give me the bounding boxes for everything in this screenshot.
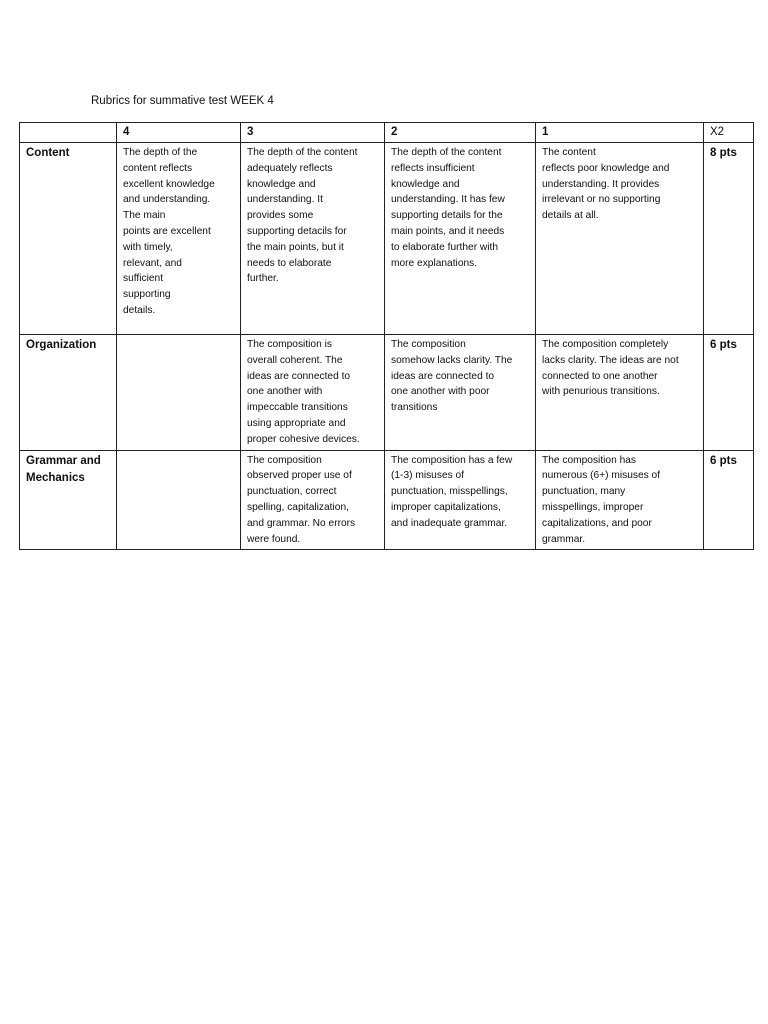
criterion-content: Content <box>20 143 117 335</box>
header-level-4: 4 <box>117 123 241 143</box>
grammar-level-2: The composition has a few (1-3) misuses of punctuation, misspellings, improper capitalizations, and inadequate grammar. <box>385 450 536 550</box>
content-level-1: The content reflects poor knowledge and understanding. It provides irrelevant or no supporting details at all. <box>536 143 704 335</box>
criterion-grammar-mechanics: Grammar and Mechanics <box>20 450 117 550</box>
table-row-content <box>20 143 754 335</box>
organization-level-3: The composition is overall coherent. The ideas are connected to one another with impeccable transitions using appropriate and proper cohesive devices. <box>241 335 385 451</box>
header-multiplier: X2 <box>704 123 754 143</box>
header-level-1: 1 <box>536 123 704 143</box>
header-level-3: 3 <box>241 123 385 143</box>
grammar-level-3: The composition observed proper use of punctuation, correct spelling, capitalization, and grammar. No errors were found. <box>241 450 385 550</box>
rubric-table <box>19 122 754 550</box>
organization-level-4 <box>117 335 241 451</box>
table-header-row <box>20 123 754 143</box>
organization-level-1: The composition completely lacks clarity. The ideas are not connected to one another with penurious transitions. <box>536 335 704 451</box>
grammar-level-1: The composition has numerous (6+) misuses of punctuation, many misspellings, improper capitalizations, and poor grammar. <box>536 450 704 550</box>
organization-points: 6 pts <box>704 335 754 451</box>
header-criterion-cell <box>20 123 117 143</box>
grammar-points: 6 pts <box>704 450 754 550</box>
organization-level-2: The composition somehow lacks clarity. The ideas are connected to one another with poor transitions <box>385 335 536 451</box>
content-level-4: The depth of the content reflects excellent knowledge and understanding. The main points are excellent with timely, relevant, and sufficient supporting details. <box>117 143 241 335</box>
criterion-organization: Organization <box>20 335 117 451</box>
header-level-2: 2 <box>385 123 536 143</box>
content-level-2: The depth of the content reflects insufficient knowledge and understanding. It has few supporting details for the main points, and it needs to elaborate further with more explanations. <box>385 143 536 335</box>
content-points: 8 pts <box>704 143 754 335</box>
content-level-3: The depth of the content adequately reflects knowledge and understanding. It provides some supporting detacils for the main points, but it needs to elaborate further. <box>241 143 385 335</box>
grammar-level-4 <box>117 450 241 550</box>
table-row-organization <box>20 335 754 451</box>
document-title: Rubrics for summative test WEEK 4 <box>91 95 274 107</box>
table-row-grammar-mechanics <box>20 450 754 550</box>
